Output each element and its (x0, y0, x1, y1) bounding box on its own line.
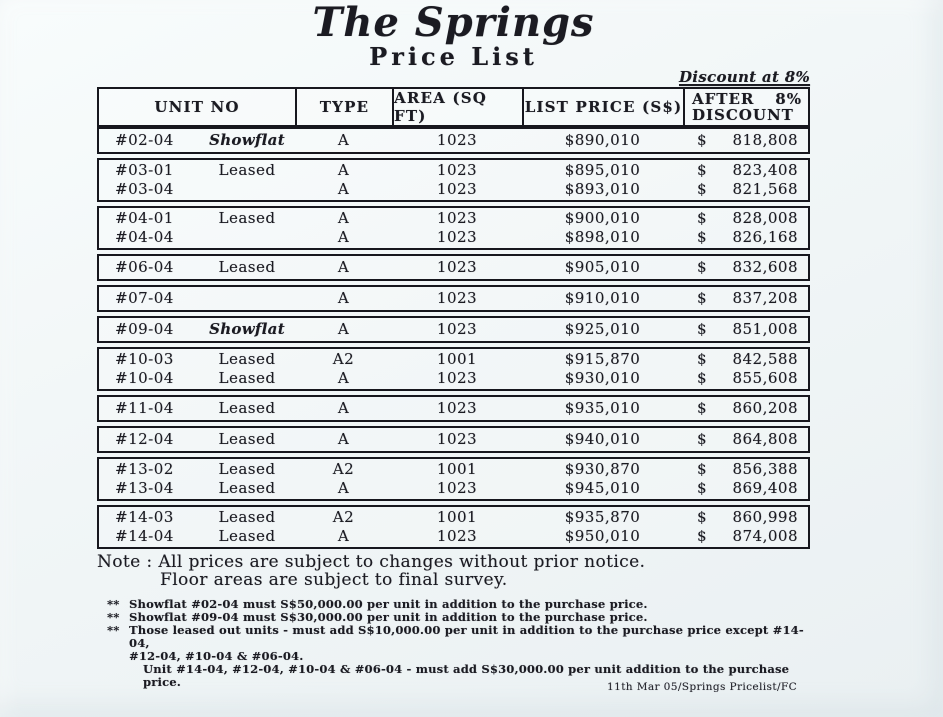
discount-percent-label: 8% (775, 90, 802, 108)
table-row (99, 508, 808, 527)
discount-amount: 828,008 (732, 209, 798, 227)
cell-unit-no: #10-03 (115, 350, 174, 368)
unit-group (97, 127, 810, 154)
cell-discount (683, 508, 808, 527)
cell-list-price: $895,010 (564, 161, 641, 179)
cell-unit-no: #11-04 (115, 399, 174, 417)
cell-type: A2 (332, 508, 355, 526)
footnote-text: #12-04, #10-04 & #06-04. (129, 649, 304, 663)
cell-unit-no: #14-04 (115, 527, 174, 545)
cell-unit-no: #14-03 (115, 508, 174, 526)
cell-discount (683, 479, 808, 498)
currency-symbol: $ (697, 430, 708, 448)
cell-area: 1023 (436, 258, 478, 276)
cell-status: Leased (218, 350, 276, 368)
column-header-unit-no: UNIT NO (154, 98, 240, 116)
discount-amount: 856,388 (732, 460, 798, 478)
cell-unit-no: #07-04 (115, 289, 174, 307)
discount-amount: 821,568 (732, 180, 798, 198)
table-header-row (97, 87, 810, 127)
footnote-text: Those leased out units - must add S$10,000.00 per unit in addition to the purchase price except #14-04, (129, 623, 804, 650)
cell-unit-no: #03-01 (115, 161, 174, 179)
table-row (99, 319, 808, 340)
cell-list-price: $950,010 (564, 527, 641, 545)
table-row (99, 209, 808, 228)
table-row (99, 527, 808, 546)
cell-discount (683, 319, 808, 340)
unit-group (97, 505, 810, 549)
currency-symbol: $ (697, 399, 708, 417)
cell-status (199, 228, 295, 247)
cell-discount (683, 228, 808, 247)
cell-discount (683, 257, 808, 278)
unit-group (97, 395, 810, 422)
cell-type: A (337, 180, 350, 198)
discount-amount: 864,808 (732, 430, 798, 448)
cell-discount (683, 398, 808, 419)
cell-list-price: $935,010 (564, 399, 641, 417)
currency-symbol: $ (697, 161, 708, 179)
table-row (99, 228, 808, 247)
cell-unit-no: #02-04 (115, 131, 174, 149)
cell-type: A (337, 289, 350, 307)
unit-group (97, 347, 810, 391)
cell-unit-no: #04-04 (115, 228, 174, 246)
cell-area: 1023 (436, 209, 478, 227)
discount-amount: 818,808 (732, 131, 798, 149)
cell-type: A (337, 369, 350, 387)
cell-list-price: $930,010 (564, 369, 641, 387)
cell-area: 1023 (436, 320, 478, 338)
cell-list-price: $890,010 (564, 131, 641, 149)
discount-amount: 855,608 (732, 369, 798, 387)
cell-discount (683, 161, 808, 180)
discount-amount: 851,008 (732, 320, 798, 338)
cell-list-price: $930,870 (564, 460, 641, 478)
cell-status: Leased (218, 369, 276, 387)
cell-unit-no: #06-04 (115, 258, 174, 276)
unit-group (97, 285, 810, 312)
cell-discount (683, 130, 808, 151)
discount-amount: 860,208 (732, 399, 798, 417)
unit-group (97, 206, 810, 250)
cell-area: 1023 (436, 289, 478, 307)
currency-symbol: $ (697, 350, 708, 368)
column-header-type: TYPE (295, 89, 392, 125)
table-row (99, 429, 808, 450)
cell-area: 1023 (436, 131, 478, 149)
cell-type: A (337, 161, 350, 179)
cell-discount (683, 460, 808, 479)
cell-area: 1023 (436, 527, 478, 545)
currency-symbol: $ (697, 479, 708, 497)
cell-type: A2 (332, 460, 355, 478)
unit-group (97, 426, 810, 453)
cell-discount (683, 527, 808, 546)
discount-amount: 842,588 (732, 350, 798, 368)
table-row (99, 180, 808, 199)
cell-unit-no: #13-04 (115, 479, 174, 497)
footnote-marker: ** (107, 610, 120, 624)
discount-amount: 823,408 (732, 161, 798, 179)
discount-amount: 874,008 (732, 527, 798, 545)
cell-status (199, 288, 295, 309)
cell-type: A (337, 479, 350, 497)
cell-list-price: $925,010 (564, 320, 641, 338)
footnote-line (107, 624, 810, 650)
cell-discount (683, 369, 808, 388)
document-content (97, 2, 810, 689)
unit-group (97, 457, 810, 501)
cell-area: 1001 (436, 460, 478, 478)
table-row (99, 479, 808, 498)
cell-status: Leased (218, 399, 276, 417)
cell-unit-no: #13-02 (115, 460, 174, 478)
cell-discount (683, 180, 808, 199)
note-line-2: Floor areas are subject to final survey. (160, 570, 508, 590)
discount-amount: 832,608 (732, 258, 798, 276)
column-header-area: AREA (SQ FT) (392, 89, 522, 125)
cell-discount (683, 350, 808, 369)
unit-group (97, 158, 810, 202)
document-subtitle: Price List (369, 42, 538, 71)
currency-symbol: $ (697, 180, 708, 198)
cell-unit-no: #03-04 (115, 180, 174, 198)
cell-status: Leased (218, 527, 276, 545)
currency-symbol: $ (697, 320, 708, 338)
table-row (99, 257, 808, 278)
column-header-list-price: LIST PRICE (S$) (522, 89, 683, 125)
currency-symbol: $ (697, 228, 708, 246)
note-line-1: Note : All prices are subject to changes without prior notice. (97, 552, 646, 572)
cell-status: Leased (218, 258, 276, 276)
footnote-marker (107, 663, 129, 689)
discount-amount: 860,998 (732, 508, 798, 526)
column-header-after-discount (683, 89, 808, 125)
cell-list-price: $940,010 (564, 430, 641, 448)
table-row (99, 460, 808, 479)
cell-list-price: $900,010 (564, 209, 641, 227)
cell-unit-no: #12-04 (115, 430, 174, 448)
currency-symbol: $ (697, 508, 708, 526)
table-row (99, 350, 808, 369)
cell-list-price: $898,010 (564, 228, 641, 246)
currency-symbol: $ (697, 289, 708, 307)
cell-list-price: $915,870 (564, 350, 641, 368)
cell-area: 1023 (436, 369, 478, 387)
cell-area: 1023 (436, 161, 478, 179)
cell-status: Leased (218, 161, 276, 179)
table-row (99, 288, 808, 309)
cell-type: A2 (332, 350, 355, 368)
table-row (99, 130, 808, 151)
cell-list-price: $945,010 (564, 479, 641, 497)
cell-type: A (337, 399, 350, 417)
cell-type: A (337, 131, 350, 149)
cell-unit-no: #10-04 (115, 369, 174, 387)
cell-area: 1023 (436, 228, 478, 246)
cell-discount (683, 288, 808, 309)
currency-symbol: $ (697, 209, 708, 227)
cell-type: A (337, 258, 350, 276)
cell-area: 1001 (436, 350, 478, 368)
footnote-text: Showflat #02-04 must S$50,000.00 per unit in addition to the purchase price. (129, 597, 648, 611)
cell-unit-no: #09-04 (115, 320, 174, 338)
unit-group (97, 316, 810, 343)
footnote-text: Showflat #09-04 must S$30,000.00 per unit in addition to the purchase price. (129, 610, 648, 624)
after-label: AFTER (692, 90, 755, 108)
cell-status: Leased (218, 460, 276, 478)
cell-type: A (337, 430, 350, 448)
price-table (97, 87, 810, 549)
currency-symbol: $ (697, 258, 708, 276)
table-body (97, 127, 810, 549)
footnote-marker: ** (107, 597, 120, 611)
cell-status: Leased (218, 209, 276, 227)
unit-group (97, 254, 810, 281)
cell-status: Leased (218, 430, 276, 448)
footnote-text: Unit #14-04, #12-04, #10-04 & #06-04 - must add S$30,000.00 per unit addition to the purchase price. (143, 662, 790, 689)
discount-note: Discount at 8% (678, 68, 810, 86)
cell-status: Leased (218, 479, 276, 497)
cell-area: 1023 (436, 430, 478, 448)
currency-symbol: $ (697, 369, 708, 387)
cell-status (199, 180, 295, 199)
cell-list-price: $935,870 (564, 508, 641, 526)
currency-symbol: $ (697, 131, 708, 149)
cell-area: 1001 (436, 508, 478, 526)
discount-amount: 826,168 (732, 228, 798, 246)
table-row (99, 369, 808, 388)
cell-type: A (337, 527, 350, 545)
cell-type: A (337, 320, 350, 338)
discount-amount: 837,208 (732, 289, 798, 307)
cell-status: Showflat (209, 131, 285, 149)
currency-symbol: $ (697, 527, 708, 545)
document-footer: 11th Mar 05/Springs Pricelist/FC (607, 681, 797, 693)
table-row (99, 161, 808, 180)
footnotes (107, 598, 810, 689)
cell-list-price: $910,010 (564, 289, 641, 307)
cell-status: Leased (218, 508, 276, 526)
footnote-marker (107, 650, 129, 663)
cell-discount (683, 429, 808, 450)
cell-type: A (337, 228, 350, 246)
cell-unit-no: #04-01 (115, 209, 174, 227)
footnote-marker: ** (107, 623, 120, 637)
table-row (99, 398, 808, 419)
document-title: The Springs (312, 0, 595, 46)
after-discount-header-line2: DISCOUNT (692, 106, 794, 124)
price-note (97, 553, 810, 589)
cell-list-price: $893,010 (564, 180, 641, 198)
cell-list-price: $905,010 (564, 258, 641, 276)
cell-status: Showflat (209, 320, 285, 338)
discount-amount: 869,408 (732, 479, 798, 497)
after-discount-header-line1 (692, 91, 802, 107)
cell-type: A (337, 209, 350, 227)
cell-area: 1023 (436, 399, 478, 417)
currency-symbol: $ (697, 460, 708, 478)
cell-discount (683, 209, 808, 228)
cell-area: 1023 (436, 180, 478, 198)
cell-area: 1023 (436, 479, 478, 497)
